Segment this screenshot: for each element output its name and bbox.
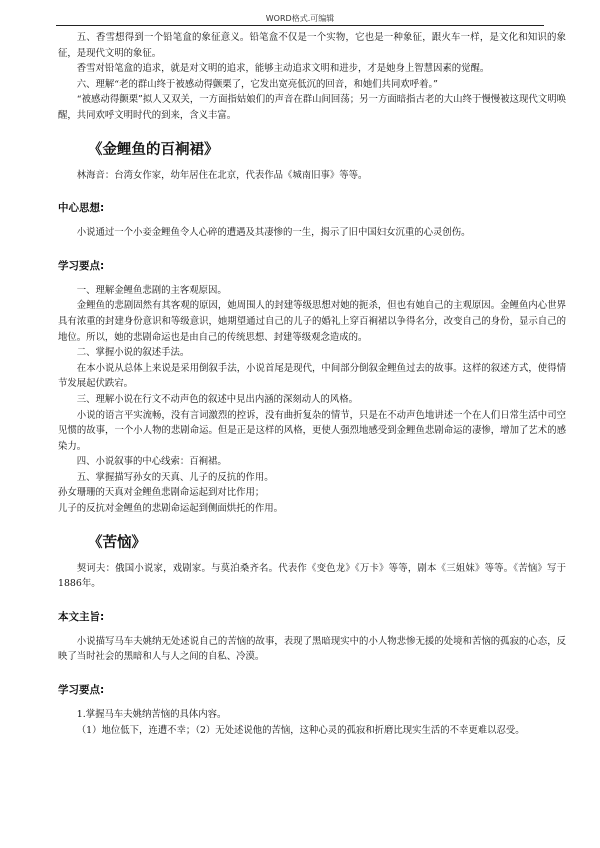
list-item: 金鲤鱼的悲剧固然有其客观的原因，她周围人的封建等级思想对她的扼杀，但也有她自己的主观原因。金鲤鱼内心世界具有浓重的封建身份意识和等级意识，她期望通过自己的儿子的婚礼上穿百裥裙以争得名分，改变自己的身份，显示自己的地位。所以，她的悲剧命运也是由自己的传统思想、封建等级观念造成的。: [58, 300, 566, 343]
list-item: 二、掌握小说的叙述手法。: [76, 347, 190, 359]
list-item: 1.掌握马车夫姚纳苦恼的具体内容。: [76, 709, 227, 721]
section-heading: 中心思想:: [58, 202, 105, 215]
paragraph: 香雪对铅笔盒的追求，就是对文明的追求，能够主动追求文明和进步，才是她身上智慧因素的觉醒。: [76, 63, 490, 75]
list-item: （1）地位低下，连遭不幸；（2）无处述说他的苦恼，这种心灵的孤寂和折磨比现实生活的不幸更难以忍受。: [76, 724, 525, 736]
list-item: 孙女珊珊的天真对金鲤鱼悲剧命运起到对比作用；: [58, 487, 265, 499]
paragraph: “被感动得颤栗”拟人又双关，一方面指姑娘们的声音在群山间回荡；另一方面暗指古老的大山终于慢慢被这现代文明唤醒，共同欢呼文明时代的到来，含义丰富。: [58, 94, 566, 121]
theme-paragraph: 小说通过一个小妾金鲤鱼令人心碎的遭遇及其凄惨的一生，揭示了旧中国妇女沉重的心灵创伤。: [76, 227, 471, 239]
list-item: 一、理解金鲤鱼悲剧的主客观原因。: [76, 284, 227, 296]
section-heading: 学习要点:: [58, 684, 105, 697]
page-header: WORD格式.可编辑: [265, 14, 335, 23]
header-rule: [56, 25, 544, 26]
list-item: 五、掌握描写孙女的天真、儿子的反抗的作用。: [76, 471, 274, 483]
section-heading: 学习要点:: [58, 259, 105, 272]
paragraph: 五、香雪想得到一个铅笔盒的象征意义。铅笔盒不仅是一个实物，它也是一种象征，跟火车一样，是文化和知识的象征，是现代文明的象征。: [58, 32, 566, 59]
section-heading: 本文主旨:: [58, 610, 105, 623]
author-intro: 契诃夫：俄国小说家，戏剧家。与莫泊桑齐名。代表作《变色龙》《万卡》等等，剧本《三姐妹》等等。《苦恼》写于1886年。: [58, 562, 566, 590]
list-item: 小说的语言平实流畅，没有言词激烈的控诉，没有曲折复杂的情节，只是在不动声色地讲述一个在人们日常生活中司空见惯的故事，一个小人物的悲剧命运。但是正是这样的风格，更使人强烈地感受到金鲤鱼悲剧命运的凄惨，增加了艺术的感染力。: [58, 409, 566, 452]
paragraph: 六、理解“老的群山终于被感动得颤栗了，它发出宽亮低沉的回音，和她们共同欢呼着。”: [76, 78, 438, 90]
list-item: 四、小说叙事的中心线索：百裥裙。: [76, 456, 227, 468]
list-item: 三、理解小说在行文不动声色的叙述中見出内涵的深刻动人的风格。: [76, 393, 359, 405]
theme-paragraph: 小说描写马车夫姚纳无处述说自己的苦恼的故事，表现了黑暗现实中的小人物悲惨无援的处境和苦恼的孤寂的心态，反映了当时社会的黑暗和人与人之间的自私、冷漠。: [58, 635, 566, 663]
article-title: 《金鲤鱼的百裥裙》: [88, 140, 219, 158]
list-item: 在本小说从总体上来说是采用倒叙手法，小说首尾是现代，中间部分倒叙金鲤鱼过去的故事。这样的叙述方式，使得情节发展起伏跌宕。: [58, 362, 566, 390]
document-body: [58, 30, 566, 738]
list-item: 儿子的反抗对金鲤鱼的悲剧命运起到侧面烘托的作用。: [58, 503, 284, 515]
article-title: 《苦恼》: [88, 533, 146, 551]
author-intro: 林海音：台湾女作家，幼年居住在北京，代表作品《城南旧事》等等。: [76, 169, 368, 181]
